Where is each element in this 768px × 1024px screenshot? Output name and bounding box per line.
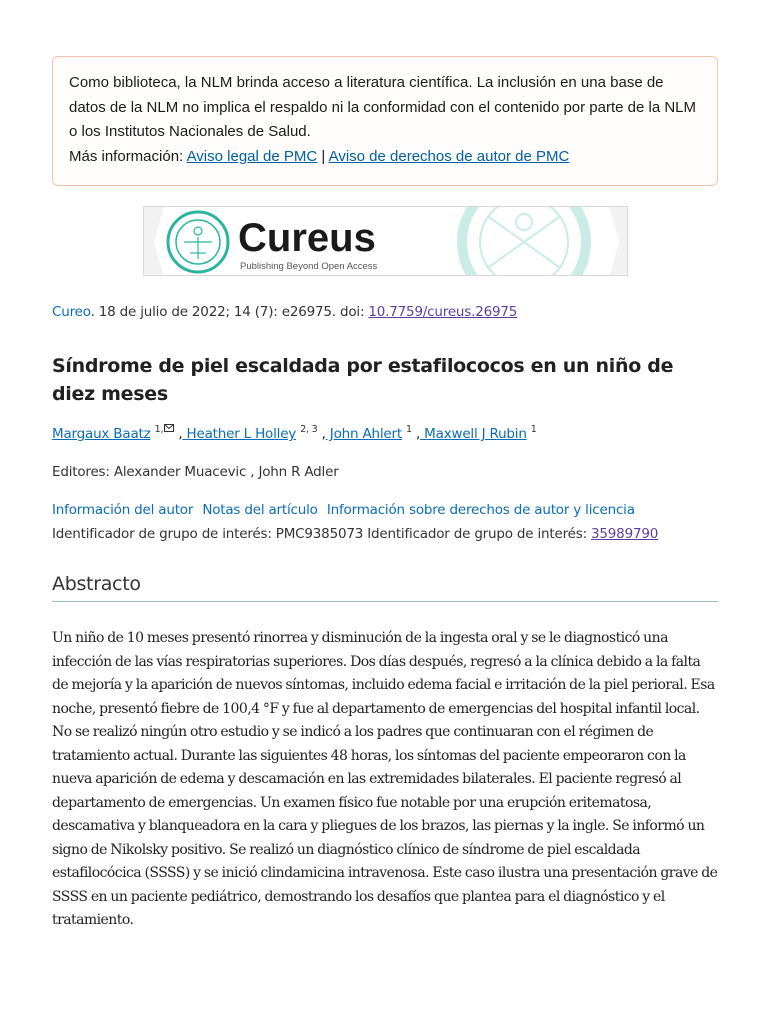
author-link[interactable]: Maxwell J Rubin [420,426,527,442]
editors-line: Editores: Alexander Muacevic , John R Adler [52,464,339,480]
pmc-copyright-notice-link[interactable]: Aviso de derechos de autor de PMC [328,147,570,165]
notice-more-label: Más información: [69,147,184,165]
article-notes-link[interactable]: Notas del artículo [202,502,318,518]
identifiers-line [52,526,658,542]
journal-link[interactable]: Cureo [52,304,91,320]
identifiers-text: Identificador de grupo de interés: PMC9385073 Identificador de grupo de interés: [52,526,592,542]
author-affiliation: 1 [530,424,537,435]
author-link[interactable]: John Ahlert [325,426,402,442]
author-affiliation: 1 [406,424,412,435]
citation-line [52,304,517,320]
doi-link[interactable]: 10.7759/cureus.26975 [368,304,518,320]
journal-banner[interactable] [143,206,628,276]
watermark-seal-icon [462,207,586,276]
author-link[interactable]: Margaux Baatz [52,426,151,442]
article-title: Síndrome de piel escaldada por estafilococos en un niño de diez meses [52,355,674,405]
pmid-link[interactable]: 35989790 [591,526,659,542]
citation-details: . 18 de julio de 2022; 14 (7): e26975. doi: [90,304,369,320]
article-info-links [52,502,640,518]
notice-text: Como biblioteca, la NLM brinda acceso a literatura científica. La inclusión en una base de datos de la NLM no implica el respaldo ni la conformidad con el contenido por parte de la NLM o los Institutos Nacionales de Salud. [69,74,697,140]
author-list: Margaux Baatz $^{1,}$ , Heather L Holley $^{2, 3}$ , John Ahlert $^1$ , Maxwell J Rubin $^1$ [52,424,537,442]
abstract-text: Un niño de 10 meses presentó rinorrea y disminución de la ingesta oral y se le diagnosticó una infección de las vías respiratorias superiores. Dos días después, regresó a la clínica debido a la falta de mejoría y la aparición de nuevos síntomas, incluido edema facial e irritación de la piel perioral. Esa noche, presentó fiebre de 100,4 °F y fue al departamento de emergencias del hospital infantil local. No se realizó ningún otro estudio y se indicó a los padres que continuaran con el régimen de tratamiento actual. Durante las siguientes 48 horas, los síntomas del paciente empeoraron con la nueva aparición de edema y descamación en las extremidades bilaterales. El paciente regresó al departamento de emergencias. Un examen físico fue notable por una erupción eritematosa, descamativa y blanqueadora en la cara y pliegues de los brazos, las piernas y la ingle. Se informó un signo de Nikolsky positivo. Se realizó un diagnóstico clínico de síndrome de piel escaldada estafilocócica (SSSS) y se inició clindamicina intravenosa. Este caso ilustra una presentación grave de SSSS en un paciente pediátrico, demostrando los desafíos que plantea para el diagnóstico y el tratamiento. [52,630,718,928]
nlm-disclaimer-notice [52,56,718,186]
author-affiliation: 2, 3 [300,424,318,435]
cureus-tagline: Publishing Beyond Open Access [240,261,378,272]
envelope-icon[interactable] [164,424,174,432]
cureus-logo-text: Cureus [238,216,376,260]
author-affiliation: 1, [155,424,175,435]
cureus-logo-banner [144,207,628,276]
author-link[interactable]: Heather L Holley [182,426,297,442]
pmc-disclaimer-link[interactable]: Aviso legal de PMC [186,147,318,165]
cureus-seal-icon [168,212,228,272]
notice-separator: | [321,147,326,165]
abstract-heading: Abstracto [52,573,718,602]
author-info-link[interactable]: Información del autor [52,502,194,518]
copyright-license-link[interactable]: Información sobre derechos de autor y licencia [326,502,635,518]
